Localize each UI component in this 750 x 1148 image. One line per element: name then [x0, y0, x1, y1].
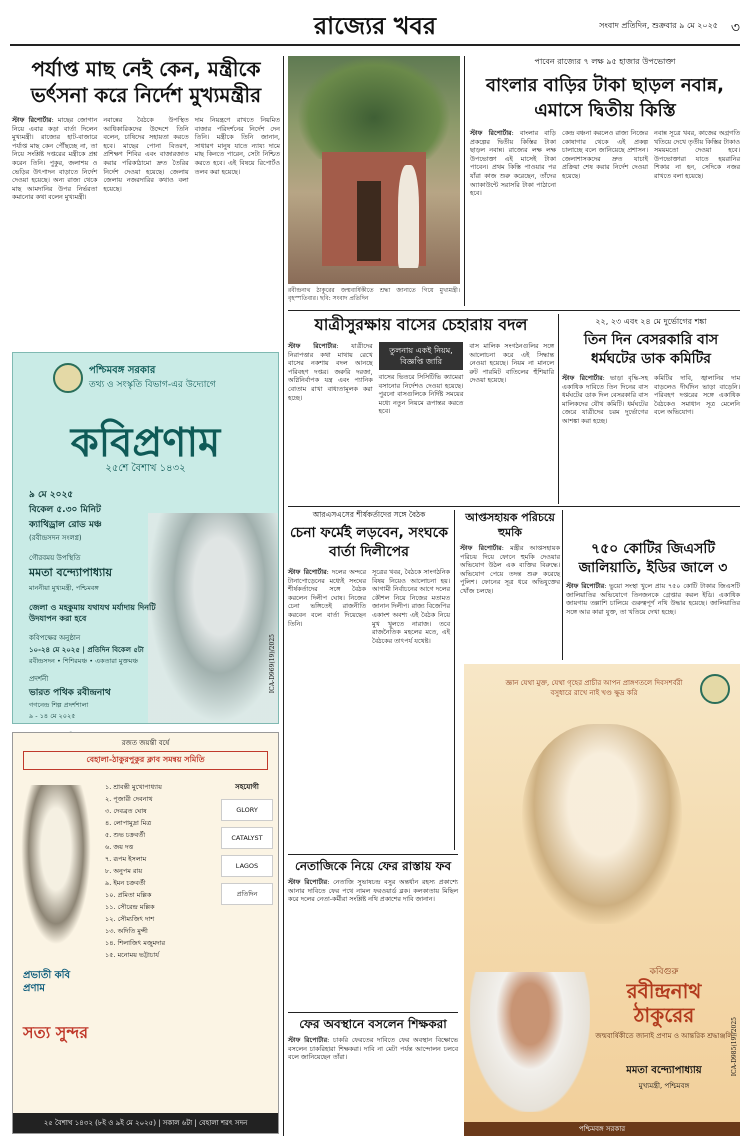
photo-block	[288, 56, 460, 318]
cm-tribute-photo	[288, 56, 460, 284]
story-dilip-body	[288, 568, 450, 848]
ad-kabi-exhibition-title: ভারত পথিক রবীন্দ্রনাথ	[29, 688, 111, 698]
ad-kabipranam	[12, 352, 279, 724]
story-netaji	[288, 858, 458, 1008]
photo-figure	[398, 165, 419, 268]
performer-item: ৮. অনুপম রায়	[105, 867, 143, 875]
ad-rab-footer: ২৫ বৈশাখ ১৪৩২ (৮ই ও ৯ই মে ২০২৫) | সকাল ৬টা | বেহালা শরৎ সদন	[13, 1113, 278, 1133]
performer-item: ৫. শুভ চক্রবর্তী	[105, 831, 146, 839]
story-bus-headline: যাত্রীসুরক্ষায় বাসের চেহারায় বদল	[314, 315, 528, 334]
story-bus-col-2	[379, 342, 464, 498]
cm-photo	[470, 972, 590, 1112]
story-housing-kicker: পাবেন রাজ্যের ৭ লক্ষ ৯৫ হাজার উপভোক্তা	[534, 57, 676, 66]
story-dilip-headline: চেনা ফর্মেই লড়বেন, সংঘকে বার্তা দিলীপের	[289, 525, 449, 560]
ad-kabi-venue: ক্যাথিড্রাল রোড মঞ্চ	[29, 520, 102, 530]
story-dilip	[288, 510, 450, 850]
ad-kabi-venue-sub: (রবীন্দ্রসদন সংলগ্ন)	[29, 534, 82, 542]
column-rule-left	[283, 56, 284, 1136]
sponsor-logo: CATALYST	[221, 827, 273, 849]
story-fish-col-2: নবান্নের বৈঠকে উপস্থিত আধিকারিকদের উদ্দেশে তিনি বলেন, চাষিদের সহায়তা করতে হবে। মাছের পোনা বিতরণ, প্রশিক্ষণ শিবির এবং বাজারজাত করার পরিকাঠামো দ্রুত তৈরির নির্দেশ দেওয়া হয়েছে। জেলায় জেলায় নজরদারির কথাও বলা হয়েছে।	[103, 116, 189, 193]
story-fish-col-1: স্টাফ রিপোর্টার: মাছের জোগান নিয়ে এবার কড়া বার্তা দিলেন মুখ্যমন্ত্রী। রাজ্যের হাট-বাজারে পর্যাপ্ত মাছ কেন পৌঁছচ্ছে না, তা নিয়ে সংশ্লিষ্ট দপ্তরের মন্ত্রীকে প্রশ্ন করেন তিনি। পুকুর, জলাশয় ও ভেড়ির উৎপাদন বাড়াতে নির্দেশ দেওয়া হয়েছে। অন্য রাজ্য থেকে মাছ আমদানির উপর নির্ভরতা কমানোর কথা বলেন মুখ্যমন্ত্রী।	[12, 116, 98, 202]
rule-teachers	[288, 1012, 458, 1013]
story-teachers	[288, 1016, 458, 1136]
story-strike	[562, 316, 740, 504]
ad-thakur-footer: পশ্চিমবঙ্গ সরকার	[464, 1122, 740, 1136]
story-bus-sidebar-heading: তুলনায় একই নিয়ম, বিজ্ঞপ্তি জারি	[379, 342, 464, 370]
ad-kabi-details	[29, 487, 169, 749]
ad-kabi-exhibition-label: প্রদর্শনী	[29, 675, 49, 683]
ad-thakur-code: ICA-D985(19)/2025	[731, 1016, 738, 1076]
story-threat-body: স্টাফ রিপোর্টার: মন্ত্রীর আপ্তসহায়ক পরিচয় দিয়ে ফোনে হুমকি দেওয়ার অভিযোগ উঠল এক ব্যক্তির বিরুদ্ধে। অভিযোগ পেয়ে তদন্ত শুরু করেছে পুলিশ। ফোনের সূত্র ধরে অভিযুক্তের খোঁজ চলছে।	[460, 544, 560, 595]
column-rule-threat	[454, 510, 455, 850]
photo-caption: রবীন্দ্রনাথ ঠাকুরের জন্মবার্ষিকীতে শ্রদ্ধা জানাতে গিয়ে মুখ্যমন্ত্রী। বৃহস্পতিবার। ছবি: সংবাদ প্রতিদিন	[288, 287, 460, 302]
performer-item: ১৩. অদিতি মুন্সী	[105, 927, 148, 935]
story-threat-headline: আপ্তসহায়ক পরিচয়ে হুমকি	[465, 511, 555, 539]
sponsor-logo: GLORY	[221, 799, 273, 821]
performer-item: ১২. সৌম্যজিৎ দাশ	[105, 915, 155, 923]
ad-rab-sponsor-label: সহযোগী	[235, 782, 259, 791]
ad-rab-sponsors	[221, 781, 273, 905]
story-housing-col-1: স্টাফ রিপোর্টার: বাংলার বাড়ি প্রকল্পের দ্বিতীয় কিস্তির টাকা ছাড়ল নবান্ন। রাজ্যের লক্ষ লক্ষ উপভোক্তা এই মাসেই টাকা পাবেন। প্রথম কিস্তি পাওয়ার পর যাঁরা কাজ শুরু করেছেন, তাঁদের অ্যাকাউন্টে সরাসরি টাকা পাঠানো হবে।	[470, 129, 556, 198]
ad-rab-club: বেহালা-ঠাকুরপুকুর ক্লাব সমন্বয় সমিতি	[23, 751, 268, 770]
govt-seal-icon	[53, 363, 83, 393]
performer-item: ২. পূজারী দেবনাথ	[105, 795, 153, 803]
story-threat	[460, 510, 560, 660]
ad-kabi-org-1: পশ্চিমবঙ্গ সরকার	[89, 365, 156, 376]
story-bus-col-3: বাস মালিক সংগঠনগুলির সঙ্গে আলোচনা করে এই সিদ্ধান্ত নেওয়া হয়েছে। নিয়ম না মানলে রুট পারমিট বাতিলের হুঁশিয়ারি দেওয়া হয়েছে।	[469, 342, 555, 385]
story-gst-headline: ৭৫০ কোটির জিএসটি জালিয়াতি, ইডির জালে ৩	[578, 541, 728, 576]
performer-item: ১৫. মনোময় ভট্টাচার্য	[105, 951, 160, 959]
ad-kabi-chief-guest: মমতা বন্দ্যোপাধ্যায়	[29, 566, 112, 579]
story-housing-col-3: নবান্ন সূত্রে খবর, কাজের অগ্রগতি খতিয়ে দেখে তৃতীয় কিস্তির টাকাও সময়মতো দেওয়া হবে। উপভোক্তারা যাতে হয়রানির শিকার না হন, সেদিকে নজর রাখতে বলা হয়েছে।	[654, 129, 740, 180]
performer-item: ১১. সৌরেন্দ্র মল্লিক	[105, 903, 155, 911]
ad-kabi-program-label: কবিপক্ষের অনুষ্ঠান	[29, 634, 81, 642]
story-dilip-col-1: স্টাফ রিপোর্টার: দলের অন্দরে টানাপোড়েনের মধ্যেই সংঘের শীর্ষকর্তাদের সঙ্গে বৈঠক করলেন দিলীপ ঘোষ। নিজের চেনা ভঙ্গিতেই রাজনীতি করবেন বলে বার্তা দিয়েছেন তিনি।	[288, 568, 366, 628]
story-housing-col-2: কেন্দ্র বঞ্চনা করলেও রাজ্য নিজের কোষাগার থেকে এই প্রকল্প চালাচ্ছে বলে জানিয়েছে প্রশাসন। জেলাশাসকদের দ্রুত যাচাই প্রক্রিয়া শেষ করার নির্দেশ দেওয়া হয়েছে।	[562, 129, 648, 180]
ad-kabi-artists: রবীন্দ্রসদন • শিশিরমঞ্চ • একতারা মুক্তমঞ্চ	[29, 657, 139, 665]
story-teachers-headline: ফের অবস্থানে বসলেন শিক্ষকরা	[299, 1017, 447, 1031]
story-dilip-col-2: সূত্রের খবর, বৈঠকে সাংগঠনিক বিষয় নিয়েও আলোচনা হয়। আগামী নির্বাচনের আগে দলের কৌশল নিয়ে নিজের মতামত জানান দিলীপ। রাজ্য বিজেপির একাংশ অবশ্য এই বৈঠক নিয়ে মুখ খুলতে নারাজ। তবে রাজনৈতিক মহলের মতে, এই বৈঠকের তাৎপর্য যথেষ্ট।	[372, 568, 450, 645]
sponsor-logo: প্রতিদিন	[221, 883, 273, 905]
ad-thakur-signatory: মমতা বন্দ্যোপাধ্যায়	[626, 1065, 702, 1076]
story-fish-col-3: দাম নিয়ন্ত্রণে রাখতে নিয়মিত বাজার পরিদর্শনের নির্দেশ দেন তিনি। মন্ত্রীকে তিনি জানান, সাধারণ মানুষ যাতে ন্যায্য দামে মাছ কিনতে পারেন, সেটা নিশ্চিত করতে হবে। এই বিষয়ে রিপোর্টও তলব করা হয়েছে।	[194, 116, 280, 176]
ad-kabi-date-line: ২৫শে বৈশাখ ১৪৩২	[105, 463, 186, 474]
story-fish	[12, 56, 280, 346]
ad-kabi-program-dates: ১০-২৪ মে ২০২৫ | প্রতিদিন বিকেল ৫টা	[29, 646, 144, 654]
ad-rab-banner: রজত জয়ন্তী বর্ষে	[121, 739, 170, 747]
tagore-sketch	[21, 785, 91, 945]
ad-kabi-event-time: বিকেল ৫.৩০ মিনিট	[29, 505, 101, 515]
column-rule-mid	[464, 56, 465, 306]
performer-item: ৪. লোপামুদ্রা মিত্র	[105, 819, 152, 827]
ad-kabi-org-2: তথ্য ও সংস্কৃতি বিভাগ-এর উদ্যোগে	[89, 380, 216, 390]
column-rule-strike	[558, 314, 559, 504]
masthead	[10, 6, 740, 44]
story-bus-col-1: স্টাফ রিপোর্টার: যাত্রীদের নিরাপত্তার কথা মাথায় রেখে বাসের নকশায় বদল আনছে পরিবহণ দপ্তর। জরুরি দরজা, অগ্নিনির্বাপক যন্ত্র এবং প্যানিক বোতাম রাখা বাধ্যতামূলক করা হচ্ছে।	[288, 342, 373, 402]
column-rule-gst	[562, 510, 563, 660]
performer-item: ৩. দেবব্রত ঘোষ	[105, 807, 147, 815]
performer-item: ৭. রূপম ইসলাম	[105, 855, 147, 863]
ad-thakur-name-1: রবীন্দ্রনাথ	[626, 979, 702, 1003]
story-netaji-headline: নেতাজিকে নিয়ে ফের রাস্তায় ফব	[294, 859, 452, 873]
story-netaji-body: স্টাফ রিপোর্টার: নেতাজি সুভাষচন্দ্র বসুর অন্তর্ধান রহস্য প্রকাশ্যে আনার দাবিতে ফের পথে নামল ফরওয়ার্ড ব্লক। কলকাতায় মিছিল করে দলের নেতা-কর্মীরা সংশ্লিষ্ট নথি প্রকাশের দাবি জানান।	[288, 878, 458, 904]
photo-door	[357, 181, 381, 261]
tagore-sketch-portrait	[522, 724, 682, 924]
ad-kabi-exhibition-venue: গগনেন্দ্র শিল্প প্রদর্শশালা	[29, 701, 89, 709]
story-bus-col-2-text: বাসের ভিতরে সিসিটিভি ক্যামেরা বসানোর নির্দেশও দেওয়া হয়েছে। পুরনো বাসগুলিকে নির্দিষ্ট সময়ের মধ্যে নতুন নিয়মে রূপান্তর করতে হবে।	[378, 373, 464, 416]
govt-seal-icon	[700, 674, 730, 704]
ad-rab-program-heading: প্রভাতী কবি প্রণাম	[23, 970, 71, 994]
section-title: রাজ্যের খবর	[313, 12, 437, 40]
ad-rabindra	[12, 732, 279, 1134]
ad-kabi-district-note: জেলা ও মহকুমায় যথাযথ মর্যাদায় দিনটি উদযাপন করা হবে	[29, 603, 156, 623]
ad-kabi-event-date: ৯ মে ২০২৫	[29, 490, 74, 500]
ad-kabi-exhibition-dates: ৯ - ১৪ মে ২০২৫	[29, 712, 76, 720]
ad-thakur	[464, 664, 740, 1136]
ad-thakur-quote: জ্ঞান যেথা মুক্ত, যেথা গৃহের প্রাচীর আপন প্রাঙ্গণতলে দিবসশর্বরী বসুধারে রাখে নাই খণ্ড ক্ষুদ্র করি	[505, 679, 683, 697]
ad-kabi-title: কবিপ্রণাম	[70, 419, 221, 466]
story-bus-body	[288, 342, 554, 498]
story-strike-body	[562, 374, 740, 494]
story-strike-col-2: কমিটির দাবি, জ্বালানির দাম বাড়লেও দীর্ঘদিন ভাড়া বাড়েনি। পরিবহণ দপ্তরের সঙ্গে একাধিক বৈঠকেও সমাধান সূত্র মেলেনি বলে অভিযোগ।	[654, 374, 740, 417]
story-strike-col-1: স্টাফ রিপোর্টার: ভাড়া বৃদ্ধি-সহ একাধিক দাবিতে তিন দিনের বাস ধর্মঘটের ডাক দিল বেসরকারি বাস মালিকদের যৌথ কমিটি। ধর্মঘটের জেরে যাত্রীদের চরম দুর্ভোগের আশঙ্কা করা হচ্ছে।	[562, 374, 648, 425]
story-housing-body	[470, 129, 740, 285]
dateline: সংবাদ প্রতিদিন, শুক্রবার ৯ মে ২০২৫	[599, 21, 718, 30]
rule-dilip	[288, 506, 740, 507]
ad-kabi-chief-guest-title: মাননীয়া মুখ্যমন্ত্রী, পশ্চিমবঙ্গ	[29, 584, 99, 592]
story-bus	[288, 314, 554, 504]
photo-tree	[297, 56, 452, 159]
story-strike-kicker: ২২, ২৩ এবং ২৪ মে দুর্ভোগের শঙ্কা	[595, 317, 707, 326]
performer-item: ১০. প্রমিতা মল্লিক	[105, 891, 152, 899]
story-housing-headline: বাংলার বাড়ির টাকা ছাড়ল নবান্ন, এমাসে দ্বিতীয় কিস্তি	[485, 75, 725, 121]
ad-thakur-tribute: জন্মবার্ষিকীতে জানাই প্রণাম ও আন্তরিক শ্রদ্ধাঞ্জলি	[595, 1032, 733, 1040]
ad-rab-show-title: সত্য সুন্দর	[23, 1023, 88, 1042]
story-teachers-body: স্টাফ রিপোর্টার: চাকরি ফেরতের দাবিতে ফের অবস্থান বিক্ষোভে বসলেন চাকরিহারা শিক্ষকরা। দাবি না মেটা পর্যন্ত আন্দোলন চলবে বলে জানিয়েছেন তাঁরা।	[288, 1036, 458, 1062]
rule-bus	[288, 310, 740, 311]
ad-kabi-presence-label: গৌরবময় উপস্থিতি	[29, 554, 81, 562]
sponsor-logo: LAGOS	[221, 855, 273, 877]
performer-item: ১৪. শিলাজিৎ মজুমদার	[105, 939, 166, 947]
performer-item: ৬. জয় দত্ত	[105, 843, 134, 851]
masthead-rule	[10, 44, 740, 46]
story-gst	[566, 540, 740, 660]
story-fish-headline: পর্যাপ্ত মাছ নেই কেন, মন্ত্রীকে ভর্ৎসনা করে নির্দেশ মুখ্যমন্ত্রীর	[30, 57, 262, 107]
performer-item: ৯. ইমন চক্রবর্তী	[105, 879, 146, 887]
performer-item: ১. শ্রাবন্তী মুখোপাধ্যায়	[105, 783, 162, 791]
ad-thakur-text	[594, 964, 734, 1092]
story-fish-byline: স্টাফ রিপোর্টার	[12, 116, 52, 124]
ad-thakur-kicker: কবিগুরু	[649, 967, 679, 977]
story-dilip-kicker: আরএসএসের শীর্ষকর্তাদের সঙ্গে বৈঠক	[312, 510, 426, 519]
story-housing	[470, 56, 740, 306]
ad-rab-performer-list	[105, 781, 215, 961]
story-fish-body	[12, 116, 280, 342]
ad-thakur-signatory-title: মুখ্যমন্ত্রী, পশ্চিমবঙ্গ	[638, 1082, 690, 1090]
ad-thakur-name-2: ঠাকুরের	[633, 1003, 695, 1027]
story-gst-body: স্টাফ রিপোর্টার: ভুয়ো সংস্থা খুলে প্রায় ৭৫০ কোটি টাকার জিএসটি জালিয়াতির অভিযোগে তিনজনকে গ্রেপ্তার করল ইডি। একাধিক জায়গায় তল্লাশি চালিয়ে গুরুত্বপূর্ণ নথি উদ্ধার হয়েছে। জালিয়াতির সঙ্গে আর কারা যুক্ত, তা খতিয়ে দেখা হচ্ছে।	[566, 582, 741, 616]
story-strike-headline: তিন দিন বেসরকারি বাস ধর্মঘটের ডাক কমিটির	[583, 332, 719, 367]
rule-netaji	[288, 854, 458, 855]
ad-kabi-code: ICA-D969(19)/2025	[269, 633, 276, 693]
page-number: ৩	[730, 20, 740, 36]
